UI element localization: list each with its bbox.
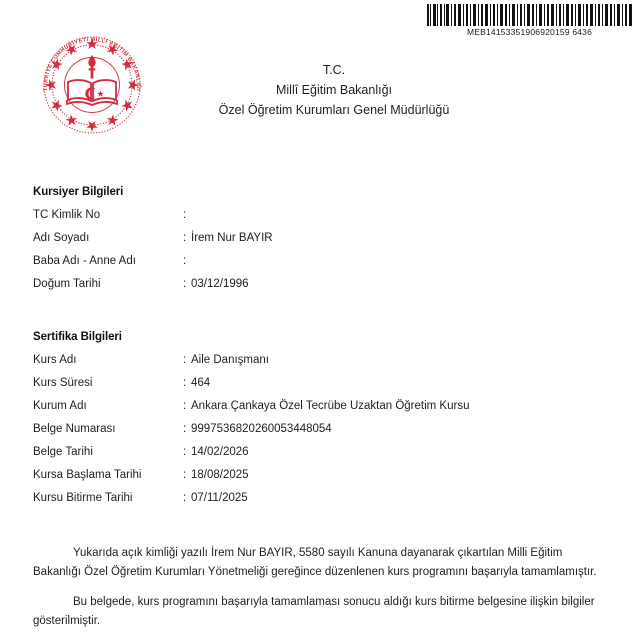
header-line-ministry: Millî Eğitim Bakanlığı	[275, 83, 392, 97]
field-row	[33, 278, 613, 301]
field-label: Kurum Adı	[33, 400, 87, 412]
field-label: Kursa Başlama Tarihi	[33, 469, 142, 481]
field-row	[33, 255, 613, 278]
header-line-tc: T.C.	[322, 63, 346, 77]
field-colon: :	[183, 400, 187, 412]
field-row	[33, 400, 613, 423]
field-label: Belge Tarihi	[33, 446, 93, 458]
field-value: 464	[191, 377, 211, 389]
field-colon: :	[183, 377, 187, 389]
field-label: Kurs Adı	[33, 354, 77, 366]
field-colon: :	[183, 232, 187, 244]
document-body	[33, 532, 611, 636]
field-colon: :	[183, 469, 187, 481]
field-value: Aile Danışmanı	[191, 354, 269, 366]
field-colon: :	[183, 423, 187, 435]
section-title-kursiyer: Kursiyer Bilgileri	[33, 186, 124, 198]
field-row	[33, 209, 613, 232]
barcode-number: MEB14153351906920159 6436	[466, 27, 593, 37]
barcode-icon	[427, 4, 632, 26]
svg-text:TÜRKİYE CUMHURİYETİ MİLLÎ EĞİT: TÜRKİYE CUMHURİYETİ MİLLÎ EĞİTİM BAKANLIĞI	[42, 36, 142, 92]
field-value: İrem Nur BAYIR	[191, 232, 273, 244]
field-colon: :	[183, 446, 187, 458]
field-label: Kurs Süresi	[33, 377, 93, 389]
field-colon: :	[183, 255, 187, 267]
barcode-block	[427, 4, 632, 37]
field-value: 9997536820260053448054	[191, 423, 332, 435]
body-paragraph-1: Yukarıda açık kimliği yazılı İrem Nur BAYIR, 5580 sayılı Kanuna dayanarak çıkartılan Milli Eğitim Bakanlığı Özel Öğretim Kurumları Yönetmeliği gereğince düzenlenen kurs programını başarıyla tamamlamıştır.	[33, 546, 597, 578]
field-value: Ankara Çankaya Özel Tecrübe Uzaktan Öğretim Kursu	[191, 400, 470, 412]
field-row	[33, 232, 613, 255]
field-row	[33, 354, 613, 377]
field-row	[33, 492, 613, 515]
field-value: 03/12/1996	[191, 278, 249, 290]
field-row	[33, 423, 613, 446]
field-row	[33, 446, 613, 469]
header-line-directorate: Özel Öğretim Kurumları Genel Müdürlüğü	[218, 103, 450, 117]
field-value: 14/02/2026	[191, 446, 249, 458]
field-colon: :	[183, 354, 187, 366]
field-label: Doğum Tarihi	[33, 278, 101, 290]
field-value: 07/11/2025	[191, 492, 248, 504]
field-row	[33, 469, 613, 492]
field-colon: :	[183, 492, 187, 504]
meb-seal-logo	[34, 32, 150, 138]
field-colon: :	[183, 278, 187, 290]
field-label: TC Kimlik No	[33, 209, 101, 221]
section-kursiyer-bilgileri	[33, 186, 613, 301]
field-colon: :	[183, 209, 187, 221]
field-label: Adı Soyadı	[33, 232, 90, 244]
body-paragraph-2: Bu belgede, kurs programını başarıyla tamamlaması sonucu aldığı kurs bitirme belgesine ilişkin bilgiler gösterilmiştir.	[33, 596, 595, 627]
field-value: 18/08/2025	[191, 469, 249, 481]
field-label: Kursu Bitirme Tarihi	[33, 492, 133, 504]
field-row	[33, 377, 613, 400]
field-label: Baba Adı - Anne Adı	[33, 255, 136, 267]
document-header	[188, 60, 480, 120]
section-title-sertifika: Sertifika Bilgileri	[33, 331, 122, 343]
section-sertifika-bilgileri	[33, 331, 613, 515]
field-label: Belge Numarası	[33, 423, 116, 435]
